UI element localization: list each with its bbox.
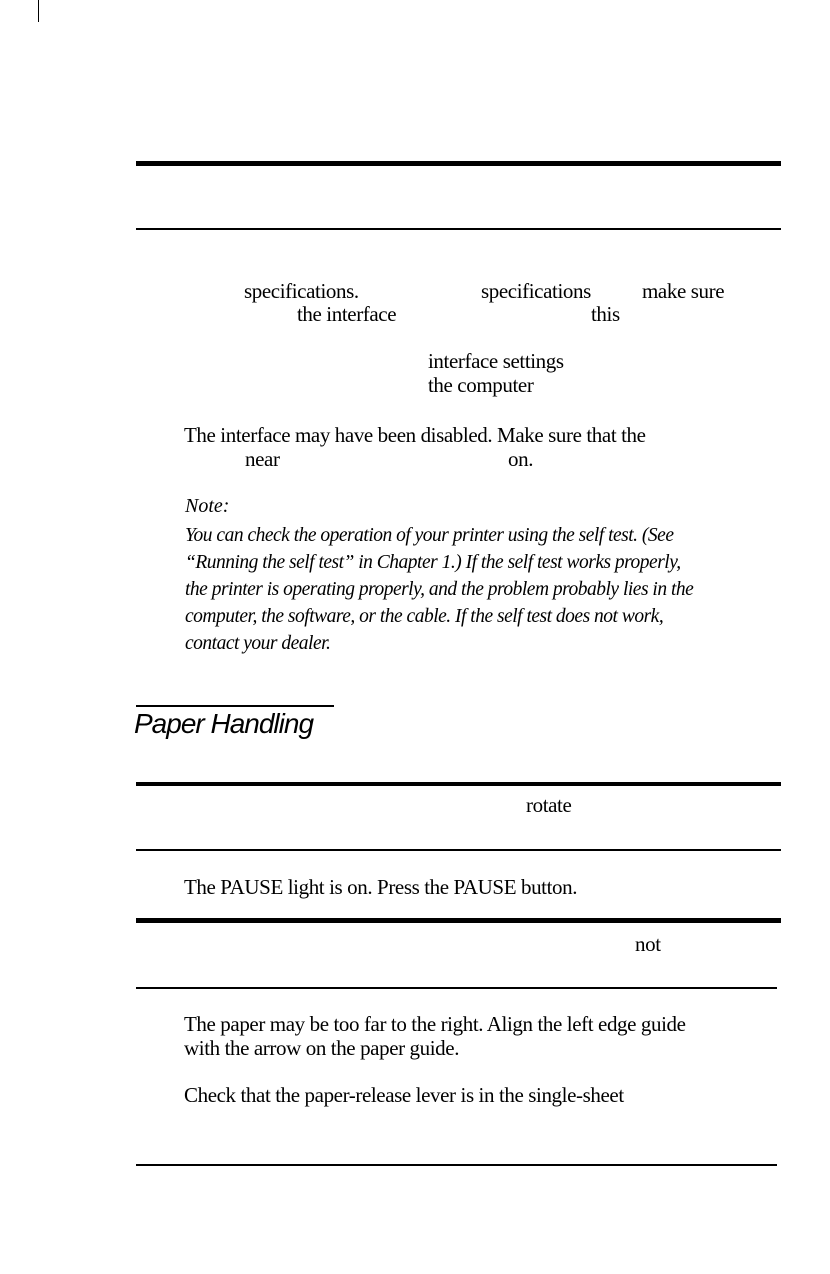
page-edge-mark [38, 0, 39, 22]
solution-text: The paper may be too far to the right. Align the left edge guide [184, 1012, 686, 1036]
section-title: Paper Handling [134, 708, 314, 739]
solution-text: The interface may have been disabled. Make sure that the [184, 423, 646, 447]
cell-fragment: specifications. [244, 279, 359, 303]
table-top-rule [136, 161, 781, 166]
cell-fragment: the interface [297, 302, 397, 326]
solution-text: The PAUSE light is on. Press the PAUSE button. [184, 875, 578, 899]
solution-text: Check that the paper-release lever is in the single-sheet [184, 1083, 624, 1107]
section-rule [136, 705, 334, 707]
solution-text: with the arrow on the paper guide. [184, 1036, 460, 1060]
cell-fragment: interface settings [428, 349, 564, 373]
cell-fragment: the computer [428, 373, 534, 397]
table-bottom-rule [136, 1164, 777, 1166]
cell-fragment: on. [508, 447, 534, 471]
note-line: You can check the operation of your printer using the self test. (See [185, 525, 674, 546]
cell-fragment: make sure [642, 279, 725, 303]
table-header-rule [136, 987, 777, 989]
table-top-rule [136, 782, 781, 786]
table-header-rule [136, 228, 781, 230]
cell-fragment: near [245, 447, 280, 471]
note-heading: Note: [185, 495, 230, 517]
note-line: computer, the software, or the cable. If the self test does not work, [185, 606, 664, 627]
note-line: the printer is operating properly, and the problem probably lies in the [185, 579, 694, 600]
note-line: “Running the self test” in Chapter 1.) If the self test works properly, [185, 552, 681, 573]
cell-fragment: rotate [526, 793, 572, 817]
table-header-rule [136, 849, 781, 851]
cell-fragment: this [591, 302, 620, 326]
cell-fragment: specifications [481, 279, 591, 303]
cell-fragment: not [635, 932, 661, 956]
table-top-rule [136, 918, 781, 923]
note-line: contact your dealer. [185, 633, 331, 654]
